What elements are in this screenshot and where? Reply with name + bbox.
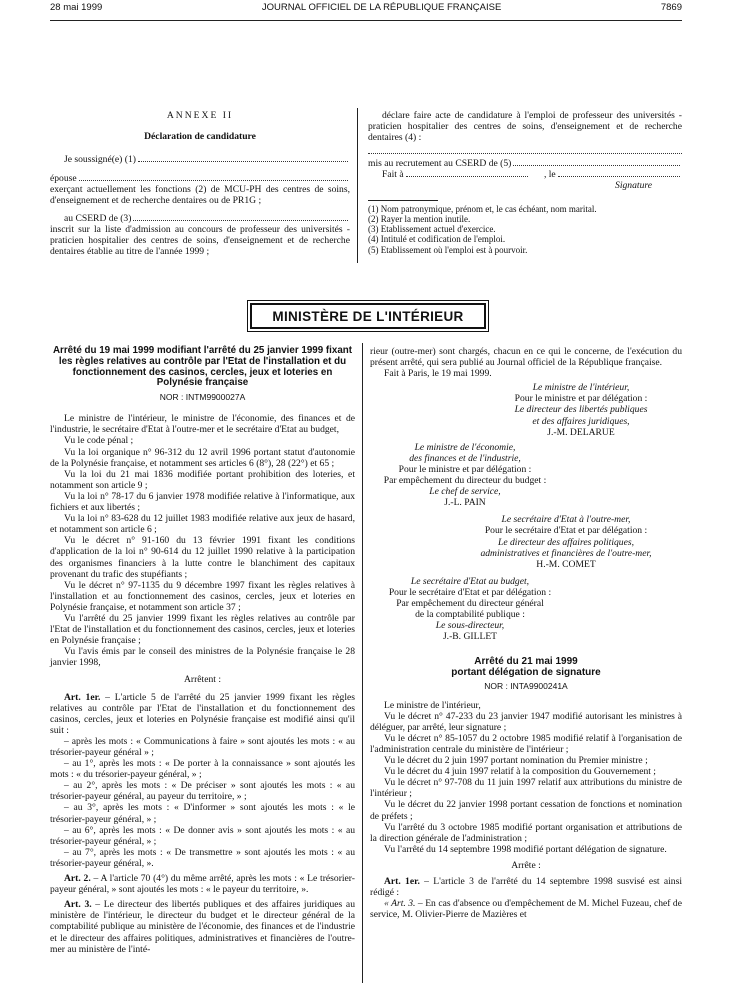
cserd-line: au CSERD de (3) bbox=[50, 213, 350, 224]
visa: Vu la loi du 21 mai 1836 modifiée portant prohibition des loteries, et notamment son article 9 ; bbox=[50, 468, 355, 491]
column-divider bbox=[362, 343, 363, 983]
admission-list: inscrit sur la liste d'admission au concours de professeur des universités - praticien hospitalier des centres de soins, d'enseignement et de recherche dentaires établie au titre de l'année 1999 ; bbox=[50, 223, 350, 257]
footnote: (3) Etablissement actuel d'exercice. bbox=[368, 224, 496, 235]
visa: Vu le décret du 4 juin 1997 relatif à la composition du Gouvernement ; bbox=[384, 766, 656, 778]
visa: Vu le décret n° 97-708 du 11 juin 1997 relatif aux attributions du ministre de l'intérieur ; bbox=[370, 777, 682, 800]
arrete-2-nor: NOR : INTA9900241A bbox=[484, 680, 568, 691]
current-functions: exerçant actuellement les fonctions (2) de MCU-PH des centres de soins, d'enseignement et de recherche dentaires ou de PR1G ; bbox=[50, 184, 350, 207]
signatory-line: Par empêchement du directeur du budget : bbox=[383, 475, 547, 487]
spouse-line: épouse bbox=[50, 173, 350, 184]
signatory-line: Pour le ministre et par délégation : bbox=[398, 463, 532, 475]
signatory-line: Le directeur des libertés publiques bbox=[514, 404, 648, 416]
signatory-line: Le sous-directeur, bbox=[435, 620, 505, 632]
signatory-line: Pour le secrétaire d'Etat et par délégation : bbox=[388, 586, 552, 598]
signatory-line: Pour le secrétaire d'Etat et par délégation : bbox=[484, 525, 648, 537]
visa: Vu le code pénal ; bbox=[64, 435, 134, 447]
job-line bbox=[368, 143, 682, 154]
column-divider bbox=[357, 108, 358, 263]
arrete-2-title: Arrêté du 21 mai 1999 bbox=[474, 656, 578, 668]
article-2-text: – A l'article 70 (4°) du même arrêté, après les mots : « Le trésorier-payeur général, » sont ajoutés les mots : « le payeur du territoire, ». bbox=[50, 873, 356, 896]
arrete-1-nor: NOR : INTM9900027A bbox=[159, 392, 246, 403]
article-2-label: Art. 2. bbox=[64, 873, 91, 885]
visa: Vu l'arrêté du 25 janvier 1999 fixant les règles relatives au contrôle par l'Etat de l'installation et du fonctionnement des casinos, cercles, jeux et loteries en Polynésie française ; bbox=[50, 612, 355, 647]
article-1-text: – L'article 5 de l'arrêté du 25 janvier 1999 fixant les règles relatives au contrôle par l'Etat de l'installation et du fonctionnement des casinos, cercles, jeux et loteries en Polynésie française est modifié ainsi qu'il suit : bbox=[50, 691, 355, 736]
place-date-line: Fait à , le bbox=[368, 169, 682, 180]
signatory-line: des finances et de l'industrie, bbox=[409, 452, 521, 464]
article-1-item: – au 7°, après les mots : « De transmettre » sont ajoutés les mots : « au trésorier-payeur général, ». bbox=[50, 846, 355, 869]
signatory-line: Par empêchement du directeur général bbox=[396, 597, 544, 609]
article-3-text: – Le directeur des libertés publiques et des affaires juridiques au ministère de l'intérieur, le directeur du budget et le directeur général de la comptabilité publique au ministère de l'économie, des finances et de l'industrie et le directeur des affaires politiques, administratives et financières de l'outre-mer au ministère de l'inté- bbox=[50, 899, 355, 955]
signatory-line: Le ministre de l'intérieur, bbox=[532, 382, 630, 394]
visa: Vu la loi n° 78-17 du 6 janvier 1978 modifiée relative à l'informatique, aux fichiers et aux libertés ; bbox=[50, 490, 355, 514]
visa: Vu le décret du 2 juin 1997 portant nomination du Premier ministre ; bbox=[384, 755, 648, 767]
arrete-1-continuation: rieur (outre-mer) sont chargés, chacun en ce qui le concerne, de l'exécution du présent arrêté, qui sera publié au Journal officiel de la République française. bbox=[370, 346, 682, 369]
article-1-label: Art. 1er. bbox=[384, 876, 420, 888]
article-3-label: Art. 3. bbox=[64, 899, 92, 911]
annexe-right-column bbox=[368, 110, 682, 255]
annexe-left-column bbox=[50, 110, 350, 257]
annexe-subtitle: Déclaration de candidature bbox=[144, 131, 256, 143]
article-1-item: – après les mots : « Communications à faire » sont ajoutés les mots : « au trésorier-payeur général » ; bbox=[50, 735, 355, 758]
ministry-heading: MINISTÈRE DE L'INTÉRIEUR bbox=[250, 303, 486, 329]
article-1-label: Art. 1er. bbox=[64, 691, 101, 703]
candidate-name-line: Je soussigné(e) (1) bbox=[50, 154, 350, 165]
signatory-line: Le directeur des affaires politiques, bbox=[498, 536, 634, 548]
signature-block-economy bbox=[370, 442, 560, 509]
visa: Vu la loi organique n° 96-312 du 12 avril 1996 portant statut d'autonomie de la Polynésie française, et notamment ses articles 6 (8°), 28 (22°) et 65 ; bbox=[50, 446, 355, 469]
arrete-label: Arrête : bbox=[511, 859, 541, 871]
article-3-text: – En cas d'absence ou d'empêchement de M. Michel Fuzeau, chef de service, M. Olivier-Pierre de Mazières et bbox=[370, 898, 682, 921]
article-1-item: – au 2°, après les mots : « De préciser » sont ajoutés les mots : « au trésorier-payeur général, au payeur du territoire, » ; bbox=[50, 780, 355, 803]
visa: Vu le décret n° 47-233 du 23 janvier 1947 modifié autorisant les ministres à déléguer, par arrêté, leur signature ; bbox=[370, 710, 682, 733]
signatory-line: administratives et financières de l'outre-mer, bbox=[480, 547, 652, 559]
article-1-item: – au 1°, après les mots : « De porter à la connaissance » sont ajoutés les mots : « du trésorier-payeur général, » ; bbox=[50, 758, 355, 781]
arrete-2-subtitle: portant délégation de signature bbox=[451, 667, 601, 679]
article-1-text: – L'article 3 de l'arrêté du 14 septembre 1998 susvisé est ainsi rédigé : bbox=[370, 876, 682, 899]
annexe-title: ANNEXE II bbox=[166, 110, 234, 121]
arrete-right-column bbox=[370, 346, 682, 920]
arretent-label: Arrêtent : bbox=[183, 674, 222, 686]
arrete-1-title: Arrêté du 19 mai 1999 modifiant l'arrêté du 25 janvier 1999 fixant les règles relatives au contrôle par l'Etat de l'installation et du fonctionnement des casinos, cercles, jeux et loteries en Polynésie française bbox=[52, 345, 353, 389]
visa: Le ministre de l'intérieur, bbox=[384, 699, 481, 711]
visa: Vu le décret n° 85-1057 du 2 octobre 1985 modifié relatif à l'organisation de l'administration centrale du ministère de l'intérieur ; bbox=[370, 732, 682, 755]
visa: Vu l'arrêté du 14 septembre 1998 modifié portant délégation de signature. bbox=[384, 843, 667, 855]
page-header bbox=[50, 2, 682, 21]
recruitment-line: mis au recrutement au CSERD de (5) bbox=[368, 158, 682, 169]
visa: Vu l'avis émis par le conseil des ministres de la Polynésie française le 28 janvier 1998, bbox=[50, 646, 355, 669]
signatory-line: de la comptabilité publique : bbox=[415, 609, 525, 621]
signatory-line: Le ministre de l'économie, bbox=[414, 441, 516, 453]
visa: Vu le décret n° 97-1135 du 9 décembre 1997 fixant les règles relatives à l'installation et au fonctionnement des casinos, cercles, jeux et loteries en Polynésie française, et notamment son article 37 ; bbox=[50, 579, 355, 613]
signatory-line: et des affaires juridiques, bbox=[532, 415, 630, 427]
signature-label: Signature bbox=[615, 180, 652, 192]
visa: Vu la loi n° 83-628 du 12 juillet 1983 modifiée relative aux jeux de hasard, et notamment son article 6 ; bbox=[50, 513, 355, 536]
notes-rule bbox=[368, 200, 438, 201]
footnote: (2) Rayer la mention inutile. bbox=[368, 213, 471, 224]
signatory-line: Pour le ministre et par délégation : bbox=[514, 393, 648, 405]
header-journal: JOURNAL OFFICIEL DE LA RÉPUBLIQUE FRANÇAISE bbox=[261, 2, 502, 13]
visa: Le ministre de l'intérieur, le ministre de l'économie, des finances et de l'industrie, le secrétaire d'Etat à l'outre-mer et le secrétaire d'Etat au budget, bbox=[50, 413, 355, 436]
signature-block-overseas bbox=[450, 514, 682, 569]
signatory-name: J.-M. DELARUE bbox=[547, 426, 615, 438]
signature-block-budget bbox=[370, 576, 570, 643]
signatory-line: Le secrétaire d'Etat à l'outre-mer, bbox=[501, 514, 631, 526]
signatory-line: Le secrétaire d'Etat au budget, bbox=[410, 575, 530, 587]
header-date: 28 mai 1999 bbox=[50, 2, 103, 13]
footnote: (4) Intitulé et codification de l'emploi. bbox=[368, 234, 506, 245]
visa: Vu le décret n° 91-160 du 13 février 1991 fixant les conditions d'application de la loi n° 90-614 du 12 juillet 1990 relative à la participation des organismes financiers à la lutte contre le blanchiment des capitaux provenant du trafic des stupéfiants ; bbox=[50, 535, 355, 580]
footnote: (5) Etablissement où l'emploi est à pourvoir. bbox=[368, 244, 528, 255]
visa: Vu le décret du 22 janvier 1998 portant cessation de fonctions et nomination de préfets ; bbox=[370, 799, 682, 822]
signature-block-interior bbox=[480, 382, 682, 437]
article-1-item: – au 6°, après les mots : « De donner avis » sont ajoutés les mots : « au trésorier-payeur général, » ; bbox=[50, 824, 355, 847]
signatory-line: Le chef de service, bbox=[429, 486, 501, 498]
article-1-item: – au 3°, après les mots : « D'informer » sont ajoutés les mots : « le trésorier-payeur général, » ; bbox=[50, 802, 355, 825]
article-3-label: « Art. 3. bbox=[384, 898, 416, 910]
signatory-name: J.-L. PAIN bbox=[444, 497, 486, 509]
arrete-1-place-date: Fait à Paris, le 19 mai 1999. bbox=[384, 368, 492, 380]
signatory-name: J.-B. GILLET bbox=[442, 631, 498, 643]
arrete-1-left bbox=[50, 346, 355, 955]
visa: Vu l'arrêté du 3 octobre 1985 modifié portant organisation et attributions de la direction générale de l'administration ; bbox=[370, 821, 682, 844]
signatory-name: H.-M. COMET bbox=[536, 558, 596, 570]
footnotes bbox=[368, 204, 682, 255]
footnote: (1) Nom patronymique, prénom et, le cas échéant, nom marital. bbox=[368, 203, 597, 214]
candidature-declaration: déclare faire acte de candidature à l'emploi de professeur des universités - praticien hospitalier des centres de soins, d'enseignement et de recherche dentaires (4) : bbox=[368, 110, 682, 144]
header-page-number: 7869 bbox=[660, 2, 682, 13]
